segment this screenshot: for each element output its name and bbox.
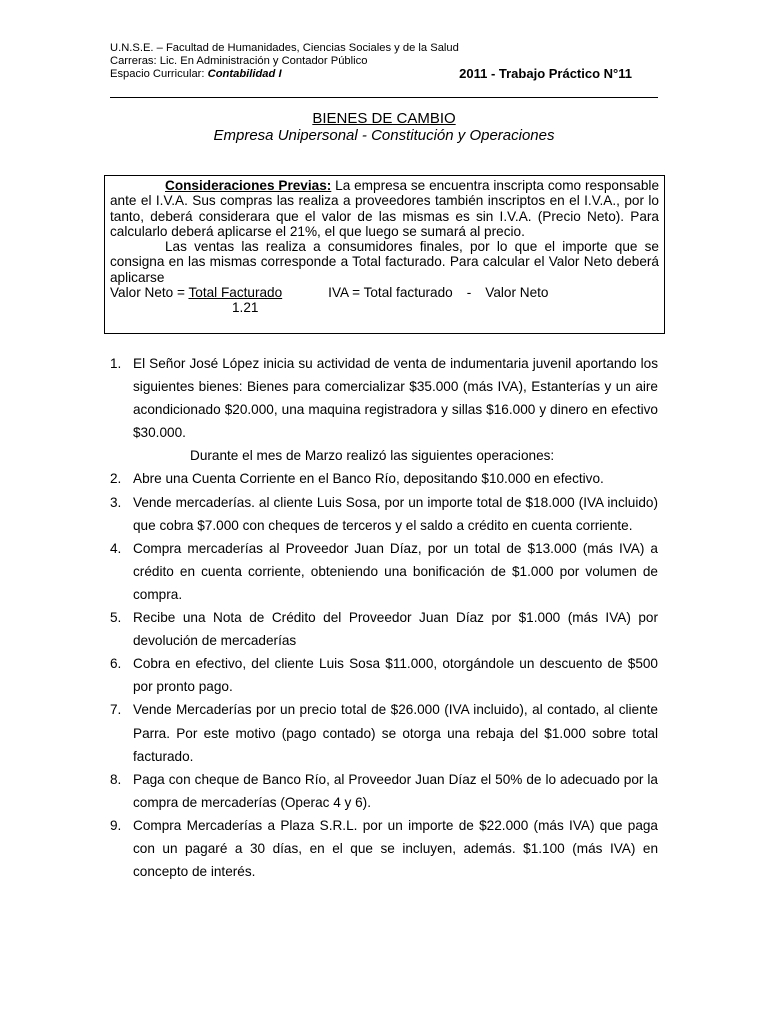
item-number: 3. [110,494,122,510]
item-text: Compra Mercaderías a Plaza S.R.L. por un importe de $22.000 (más IVA) que paga con un pagaré a 30 días, en el que se incluyen, además. $1.100 (más IVA) en concepto de interés. [133,817,658,880]
item-text: Cobra en efectivo, del cliente Luis Sosa $11.000, otorgándole un descuento de $500 por pronto pago. [133,656,658,695]
item-text: Recibe una Nota de Crédito del Proveedor Juan Díaz por $1.000 (más IVA) por devolución de mercaderías [133,610,658,649]
item-text: Paga con cheque de Banco Río, al Proveedor Juan Díaz el 50% de lo adecuado por la compra de mercaderías (Operac 4 y 6). [133,771,658,810]
operations-list [110,352,658,883]
formula-denominator: 1.21 [232,300,259,316]
item-number: 4. [110,540,122,556]
considerations-heading: Consideraciones Previas: [165,178,332,193]
list-item [110,698,658,767]
item-text: Vende Mercaderías por un precio total de $26.000 (IVA incluido), al contado, al cliente Parra. Por este motivo (pago contado) se otorga una rebaja del $1.000 sobre total facturado. [133,702,658,764]
list-item [110,352,658,444]
formula-minus: - [466,285,472,301]
header-institution: U.N.S.E. – Facultad de Humanidades, Ciencias Sociales y de la Salud [110,42,459,54]
considerations-p2: Las ventas las realiza a consumidores finales, por lo que el importe que se consigna en las mismas corresponde a Total facturado. Para calcular el Valor Neto deberá aplicarse [110,239,659,285]
list-item [110,768,658,814]
item-number: 9. [110,817,122,833]
considerations-box [104,175,665,334]
formula-iva: IVA = Total facturado [328,285,453,301]
item-number: 1. [110,356,122,371]
header-subject-label: Espacio Curricular: [110,68,208,80]
item-number: 7. [110,702,122,718]
considerations-p1 [110,178,659,239]
formula-left: Valor Neto = [110,285,189,301]
operations-intro: Durante el mes de Marzo realizó las siguientes operaciones: [190,448,555,464]
header-divider [110,97,658,98]
header-subject-value: Contabilidad I [207,68,282,80]
item-text: El Señor José López inicia su actividad de venta de indumentaria juvenil aportando los siguientes bienes: Bienes para comercializar $35.000 (más IVA), Estanterías y un aire acondicionado $20.000, una maquina registradora y sillas $16.000 y dinero en efectivo $30.000. [133,356,658,441]
item-number: 5. [110,610,122,626]
list-item [110,606,658,652]
header-assignment: 2011 - Trabajo Práctico N°11 [459,66,632,81]
item-number: 8. [110,771,122,787]
item-text: Vende mercaderías. al cliente Luis Sosa, por un importe total de $18.000 (IVA incluido) que cobra $7.000 con cheques de terceros y el saldo a crédito en cuenta corriente. [133,494,658,533]
list-item [110,467,658,490]
item-number: 2. [110,471,122,487]
document-header [110,42,658,81]
considerations-text-1: La empresa se encuentra inscripta como responsable ante el I.V.A. Sus compras las realiza a proveedores también inscriptos en el I.V.A., por lo tanto, deberá considerara que el valor de las mismas es sin I.V.A. (Precio Neto). Para calcularlo deberá aplicarse el 21%, el que luego se sumará al precio. [110,178,660,239]
list-item [110,814,658,883]
page-title: BIENES DE CAMBIO [312,110,456,127]
net-value-formula [110,285,659,300]
item-text: Abre una Cuenta Corriente en el Banco Río, depositando $10.000 en efectivo. [133,471,604,487]
list-item [110,537,658,606]
formula-net: Valor Neto [485,285,549,301]
header-careers: Carreras: Lic. En Administración y Contador Público [110,55,368,67]
list-item [110,491,658,537]
item-text: Compra mercaderías al Proveedor Juan Díaz, por un total de $13.000 (más IVA) a crédito en cuenta corriente, obteniendo una bonificación de $1.000 por volumen de compra. [133,540,658,602]
list-item [110,652,658,698]
page-subtitle: Empresa Unipersonal - Constitución y Operaciones [213,127,555,144]
formula-numerator: Total Facturado [188,285,283,301]
item-number: 6. [110,656,122,672]
